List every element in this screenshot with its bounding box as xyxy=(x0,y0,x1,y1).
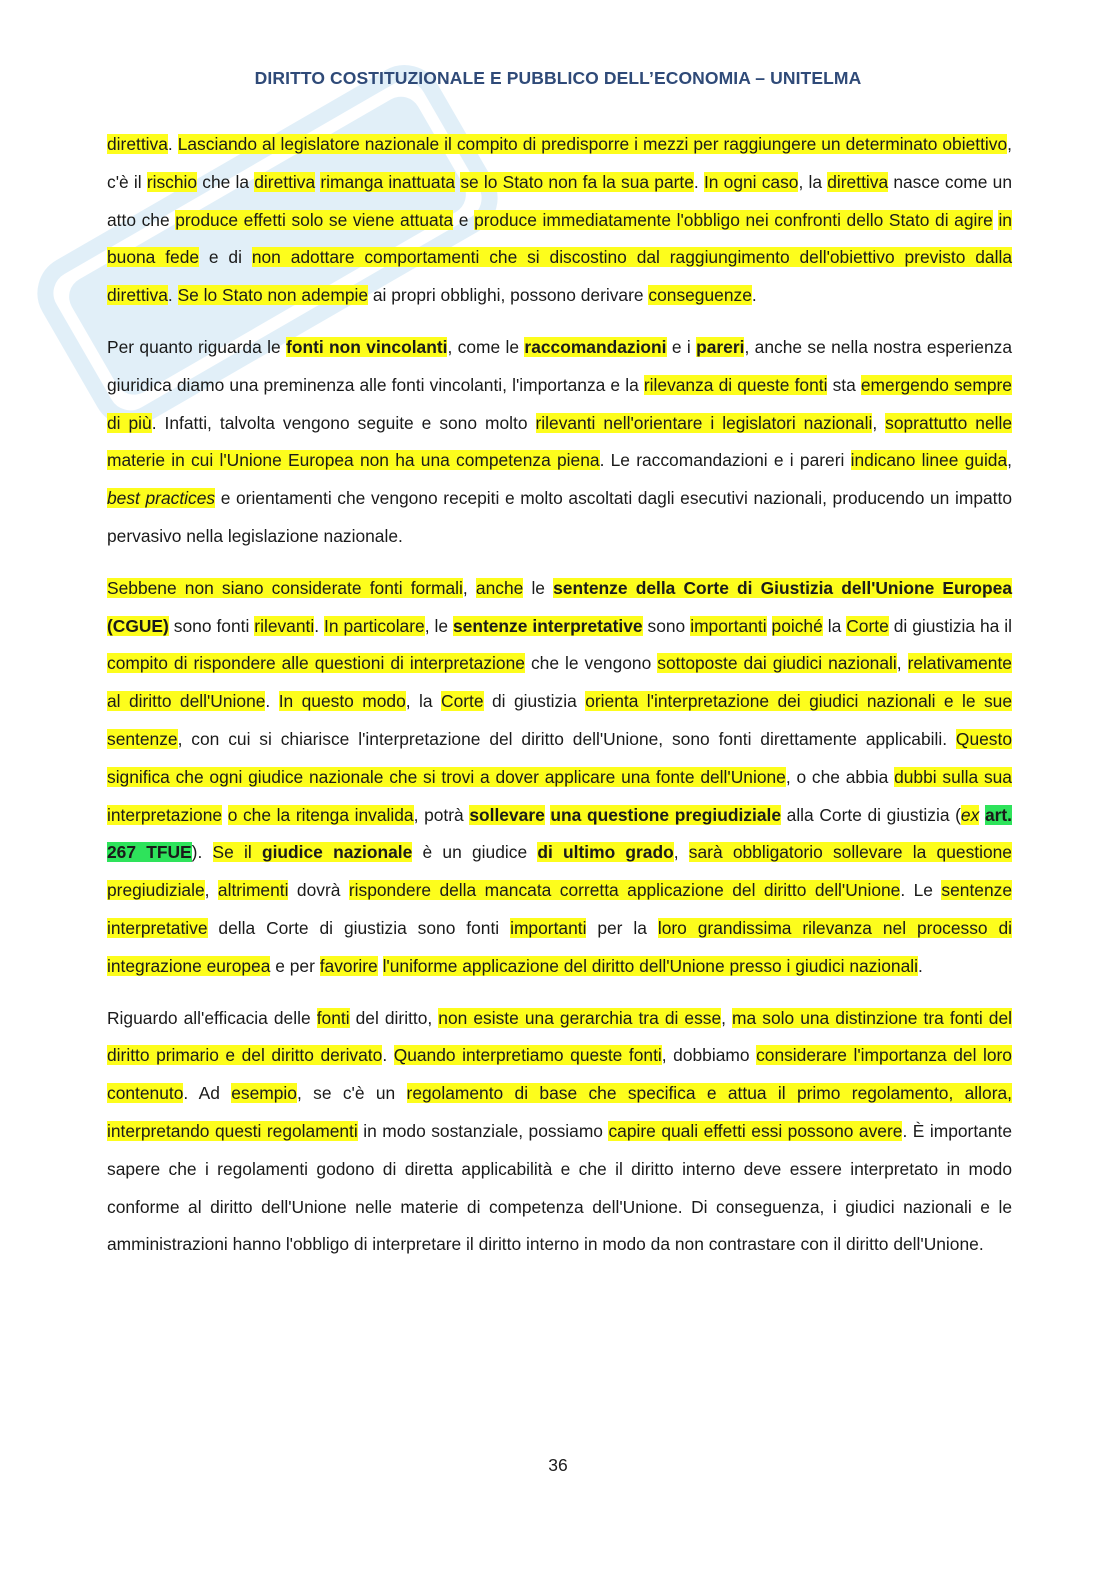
highlighted-text: emergendo sempre di più xyxy=(107,374,1012,433)
text-run: che la xyxy=(197,171,255,192)
highlighted-text: sottoposte dai giudici nazionali xyxy=(657,653,897,674)
text-run: del diritto, xyxy=(349,1007,439,1028)
highlighted-text: anche xyxy=(475,577,524,598)
highlighted-text: sentenze della Corte di Giustizia dell'Unione Europea (CGUE) xyxy=(107,577,1012,636)
highlighted-text: produce immediatamente l'obbligo nei confronti dello Stato di agire xyxy=(474,209,993,230)
text-run: , xyxy=(1007,450,1012,471)
text-run: dovrà xyxy=(288,880,349,901)
highlighted-text: raccomandazioni xyxy=(524,336,667,357)
highlighted-text: direttiva xyxy=(827,171,889,192)
text-run: . Ad xyxy=(183,1083,232,1104)
text-run: della Corte di giustizia sono fonti xyxy=(207,917,511,938)
text-run: . Infatti, talvolta vengono seguite e sono molto xyxy=(151,412,536,433)
text-run: , xyxy=(673,842,689,863)
highlighted-text: una questione pregiudiziale xyxy=(550,804,782,825)
text-run: e i xyxy=(666,336,697,357)
highlighted-text: rilevanti nell'orientare i legislatori nazionali xyxy=(535,412,873,433)
text-run: , anche se nella nostra esperienza giuridica diamo una preminenza alle fonti vincolanti, l'importanza e la xyxy=(107,336,1012,395)
text-run: . xyxy=(751,285,757,306)
highlighted-text: In ogni caso xyxy=(703,171,799,192)
text-run: sono fonti xyxy=(168,615,255,636)
text-run: , xyxy=(721,1007,733,1028)
highlighted-text: best practices xyxy=(107,488,216,509)
highlighted-text: altrimenti xyxy=(217,880,289,901)
highlighted-text: giudice nazionale xyxy=(261,842,413,863)
highlighted-text: o che la ritenga invalida xyxy=(227,804,414,825)
text-run: per la xyxy=(586,917,658,938)
text-run: di giustizia xyxy=(483,691,586,712)
highlighted-text: ex xyxy=(960,804,980,825)
highlighted-text: l'uniforme applicazione del diritto dell'Unione presso i giudici nazionali xyxy=(382,955,918,976)
paragraph xyxy=(107,126,1012,315)
text-run: le xyxy=(523,577,554,598)
text-run: che le vengono xyxy=(524,653,658,674)
text-run: . xyxy=(382,1045,394,1066)
highlighted-text: importanti xyxy=(510,917,587,938)
highlighted-text: esempio xyxy=(231,1083,297,1104)
highlighted-text: favorire xyxy=(319,955,378,976)
highlighted-text: di ultimo grado xyxy=(537,842,674,863)
highlighted-text: sentenze interpretative xyxy=(453,615,643,636)
text-run: . xyxy=(167,134,178,154)
highlighted-text: fonti xyxy=(316,1007,350,1028)
highlighted-text: pareri xyxy=(696,336,745,357)
highlighted-text: regolamento di base che specifica e attua il primo regolamento, allora, interpretando questi regolamenti xyxy=(107,1083,1012,1141)
highlighted-text: Quando interpretiamo queste fonti xyxy=(393,1045,662,1066)
highlighted-text: rilevanza di queste fonti xyxy=(643,374,828,395)
text-run: , se c'è un xyxy=(296,1083,407,1104)
text-run: di giustizia ha il xyxy=(888,615,1013,636)
highlighted-text: non esiste una gerarchia tra di esse xyxy=(438,1007,722,1028)
text-run: è un giudice xyxy=(412,842,538,863)
text-run: in modo sostanziale, possiamo xyxy=(357,1120,609,1141)
highlighted-text: Lasciando al legislatore nazionale il compito di predisporre i mezzi per raggiungere un determinato obiettivo xyxy=(177,134,1008,154)
highlighted-text: soprattutto nelle materie in cui l'Unione Europea non ha una competenza piena xyxy=(107,412,1013,471)
paragraph xyxy=(107,329,1012,556)
text-run: , xyxy=(872,412,886,433)
text-run: ai propri obblighi, possono derivare xyxy=(368,285,649,306)
text-run: e per xyxy=(270,955,320,976)
text-run: e orientamenti che vengono recepiti e molto ascoltati dagli esecutivi nazionali, producendo un impatto pervasivo nella legislazione nazionale. xyxy=(107,488,1012,546)
text-run: . xyxy=(167,285,178,306)
text-run: , le xyxy=(424,615,453,636)
highlighted-text: produce effetti solo se viene attuata xyxy=(175,209,454,230)
highlighted-text: sollevare xyxy=(469,804,545,825)
text-run: nasce come un atto che xyxy=(107,171,1012,230)
highlighted-text: In particolare xyxy=(324,615,425,636)
highlighted-text: Questo significa che ogni giudice nazionale che si trovi a dover applicare una fonte dell'Unione xyxy=(107,728,1012,787)
highlighted-text: se lo Stato non fa la sua parte xyxy=(460,171,694,192)
highlighted-text: rischio xyxy=(146,171,198,192)
highlighted-text: ma solo una distinzione tra fonti del diritto primario e del diritto derivato xyxy=(107,1007,1012,1066)
text-run xyxy=(222,805,228,825)
text-run: , dobbiamo xyxy=(661,1045,757,1066)
text-run: , la xyxy=(798,171,828,192)
highlighted-text: rispondere della mancata corretta applicazione del diritto dell'Unione xyxy=(348,880,901,901)
text-run: Per quanto riguarda le xyxy=(107,336,287,357)
highlighted-text: direttiva xyxy=(107,134,168,154)
text-run: . xyxy=(918,955,923,976)
highlighted-text: art. 267 TFUE xyxy=(107,804,1012,863)
text-run: . xyxy=(314,615,325,636)
text-run: , c'è il xyxy=(107,134,1012,192)
text-run: Riguardo all'efficacia delle xyxy=(107,1007,317,1028)
text-run: . xyxy=(693,171,704,192)
highlighted-text: conseguenze xyxy=(648,285,752,306)
text-run xyxy=(378,956,383,976)
highlighted-text: loro grandissima rilevanza nel processo di integrazione europea xyxy=(107,917,1012,976)
highlighted-text: direttiva xyxy=(254,171,316,192)
highlighted-text: rimanga inattuata xyxy=(320,171,456,192)
text-run: , xyxy=(462,577,476,598)
text-run: sta xyxy=(827,374,861,395)
text-run: . Le xyxy=(900,880,942,901)
text-run: , con cui si chiarisce l'interpretazione del diritto dell'Unione, sono fonti direttamente applicabili. xyxy=(177,728,956,749)
highlighted-text: dubbi sulla sua interpretazione xyxy=(107,766,1012,825)
highlighted-text: Corte xyxy=(441,691,484,712)
highlighted-text: orienta l'interpretazione dei giudici nazionali e le sue sentenze xyxy=(107,691,1013,749)
text-run: , xyxy=(204,880,218,901)
highlighted-text: sentenze interpretative xyxy=(107,880,1012,938)
text-run: . xyxy=(265,691,279,712)
text-run: e xyxy=(453,209,475,230)
paragraph xyxy=(107,1000,1012,1265)
text-run: , o che abbia xyxy=(785,766,895,787)
highlighted-text: Se lo Stato non adempie xyxy=(177,285,369,306)
highlighted-text: In questo modo xyxy=(278,691,406,712)
highlighted-text: importanti xyxy=(690,615,767,636)
text-run: . Le raccomandazioni e i pareri xyxy=(599,450,851,471)
highlighted-text: non adottare comportamenti che si discostino dal raggiungimento dell'obiettivo previsto dalla direttiva xyxy=(107,247,1012,306)
text-run: , potrà xyxy=(413,804,470,825)
highlighted-text: rilevanti xyxy=(254,615,315,636)
text-run: e di xyxy=(199,247,252,268)
text-run xyxy=(767,616,772,636)
highlighted-text: relativamente al diritto dell'Unione xyxy=(107,653,1012,712)
document-body xyxy=(107,126,1012,1278)
highlighted-text: in buona fede xyxy=(107,209,1012,268)
page-header: DIRITTO COSTITUZIONALE E PUBBLICO DELL’ECONOMIA – UNITELMA xyxy=(254,68,862,88)
text-run: la xyxy=(822,615,847,636)
text-run: , la xyxy=(405,691,442,712)
highlighted-text: poiché xyxy=(771,615,823,636)
text-run: , come le xyxy=(447,336,525,357)
highlighted-text: Corte xyxy=(846,615,889,636)
text-run: alla Corte di giustizia ( xyxy=(781,804,961,825)
highlighted-text: Sebbene non siano considerate fonti formali xyxy=(107,577,463,598)
highlighted-text: indicano linee guida xyxy=(850,450,1008,471)
paragraph xyxy=(107,570,1012,986)
page-number: 36 xyxy=(548,1455,568,1475)
highlighted-text: considerare l'importanza del loro contenuto xyxy=(107,1045,1012,1104)
text-run: . È importante sapere che i regolamenti godono di diretta applicabilità e che il diritto interno deve essere interpretato in modo conforme al diritto dell'Unione nelle materie di competenza dell'Unione. Di conseguenza, i giudici nazionali e le amministrazioni hanno l'obbligo di interpretare il diritto interno in modo da non contrastare con il diritto dell'Unione. xyxy=(107,1120,1013,1255)
text-run: , xyxy=(896,653,908,674)
highlighted-text: capire quali effetti essi possono avere xyxy=(608,1120,903,1141)
text-run: sono xyxy=(642,615,691,636)
text-run: ). xyxy=(191,842,213,863)
highlighted-text: compito di rispondere alle questioni di interpretazione xyxy=(107,653,525,674)
highlighted-text: Se il xyxy=(212,842,262,863)
highlighted-text: fonti non vincolanti xyxy=(286,336,448,357)
highlighted-text: sarà obbligatorio sollevare la questione pregiudiziale xyxy=(107,842,1012,901)
